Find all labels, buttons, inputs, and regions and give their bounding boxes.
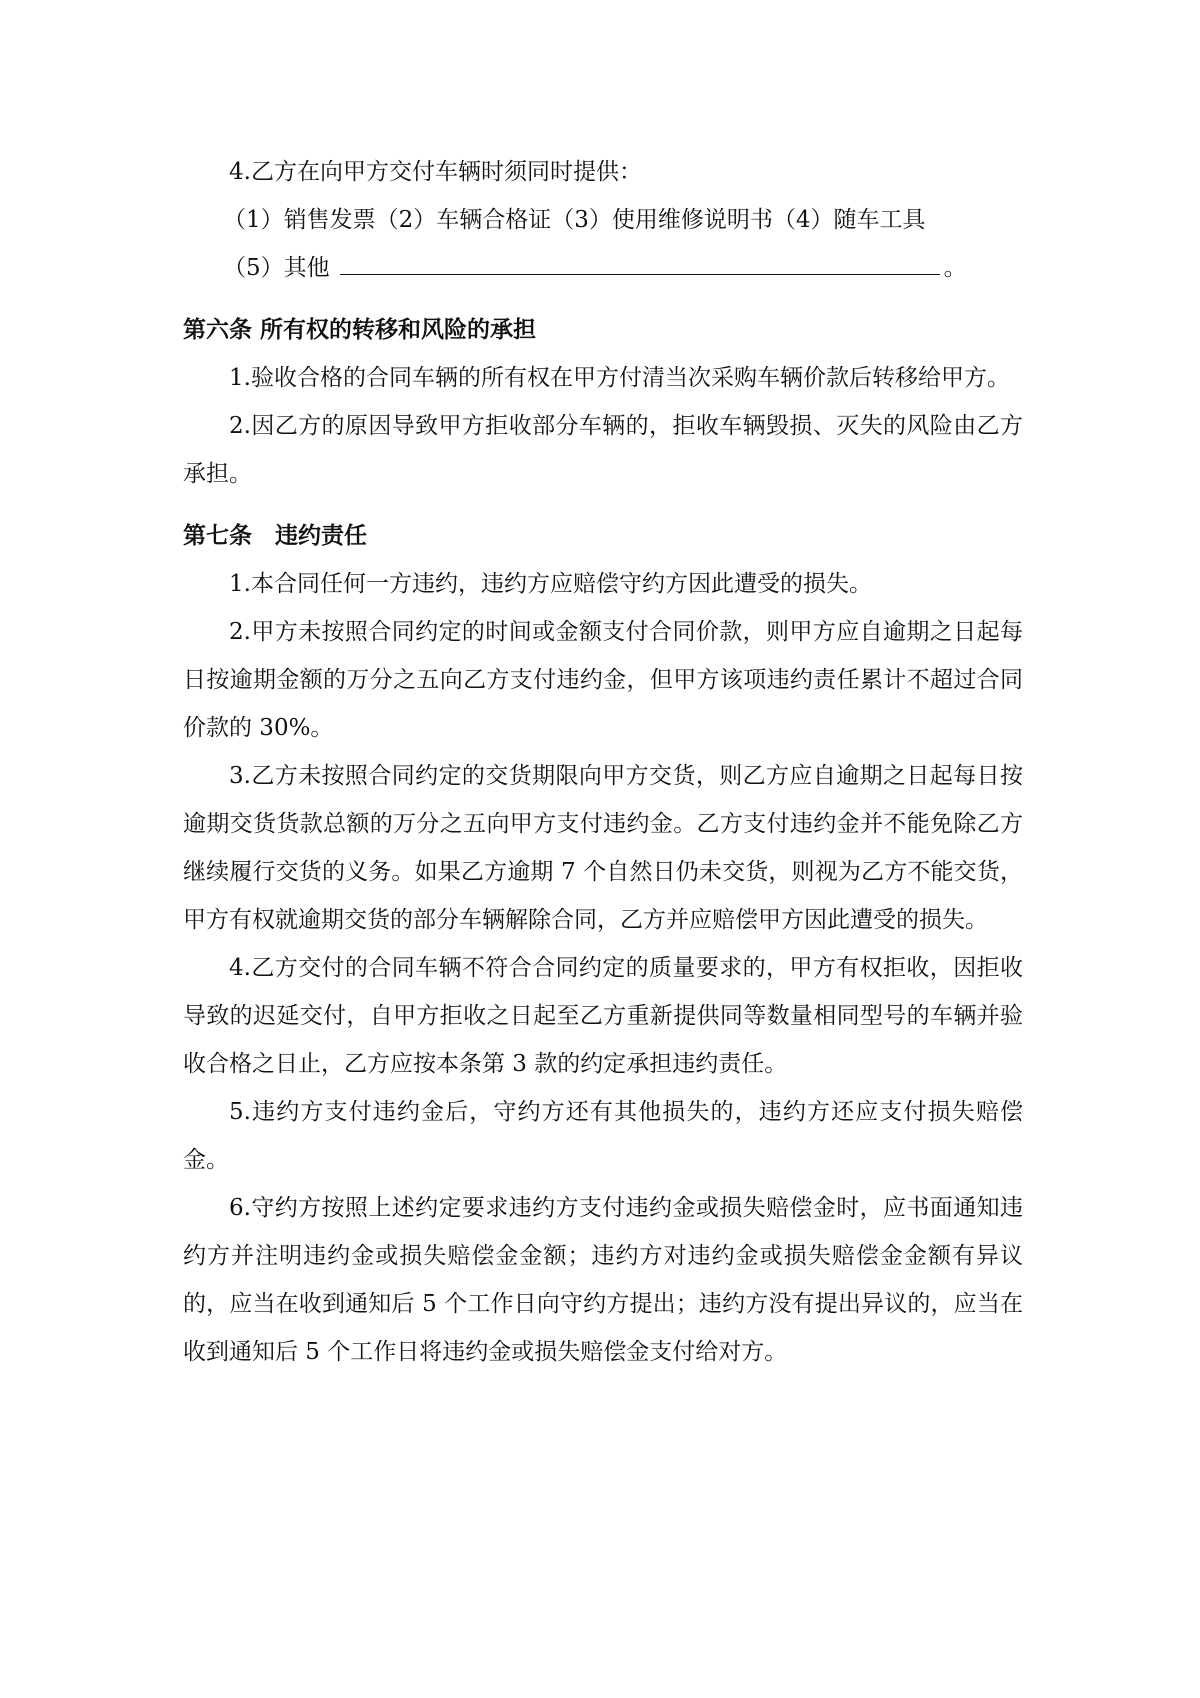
section-seven-clause-1: 1.本合同任何一方违约，违约方应赔偿守约方因此遭受的损失。 [229,571,872,597]
section-seven-clause-2: 2.甲方未按照合同约定的时间或金额支付合同价款，则甲方应自逾期之日起每日按逾期金额的万分之五向乙方支付违约金，但甲方该项违约责任累计不超过合同价款的 30%。 [183,619,1023,741]
delivery-docs-other [183,244,1023,292]
section-seven-clause-3: 3.乙方未按照合同约定的交货期限向甲方交货，则乙方应自逾期之日起每日按逾期交货货款总额的万分之五向甲方支付违约金。乙方支付违约金并不能免除乙方继续履行交货的义务。如果乙方逾期 7 个自然日仍未交货，则视为乙方不能交货，甲方有权就逾期交货的部分车辆解除合同，乙方并应赔偿甲方因此遭受的损失。 [183,763,1023,933]
other-blank-line [340,250,940,275]
other-end-mark: 。 [943,255,967,281]
contract-page [183,148,1023,1376]
section-seven-clause-4: 4.乙方交付的合同车辆不符合合同约定的质量要求的，甲方有权拒收，因拒收导致的迟延交付，自甲方拒收之日起至乙方重新提供同等数量相同型号的车辆并验收合格之日止，乙方应按本条第 3 款的约定承担违约责任。 [183,955,1023,1077]
other-label: （5）其他 [223,255,330,281]
section-six-clause-1: 1.验收合格的合同车辆的所有权在甲方付清当次采购车辆价款后转移给甲方。 [229,365,1010,391]
delivery-docs-list: （1）销售发票（2）车辆合格证（3）使用维修说明书（4）随车工具 [223,207,926,233]
section-seven-heading: 第七条 违约责任 [183,523,367,549]
delivery-docs-clause: 4.乙方在向甲方交付车辆时须同时提供： [229,159,642,185]
section-six-clause-2: 2.因乙方的原因导致甲方拒收部分车辆的，拒收车辆毁损、灭失的风险由乙方承担。 [183,413,1023,487]
section-seven-clause-5: 5.违约方支付违约金后，守约方还有其他损失的，违约方还应支付损失赔偿金。 [183,1099,1023,1173]
section-seven-clause-6: 6.守约方按照上述约定要求违约方支付违约金或损失赔偿金时，应书面通知违约方并注明违约金或损失赔偿金金额；违约方对违约金或损失赔偿金金额有异议的，应当在收到通知后 5 个工作日向守约方提出；违约方没有提出异议的，应当在收到通知后 5 个工作日将违约金或损失赔偿金支付给对方。 [183,1195,1023,1365]
section-six-heading: 第六条 所有权的转移和风险的承担 [183,317,537,343]
